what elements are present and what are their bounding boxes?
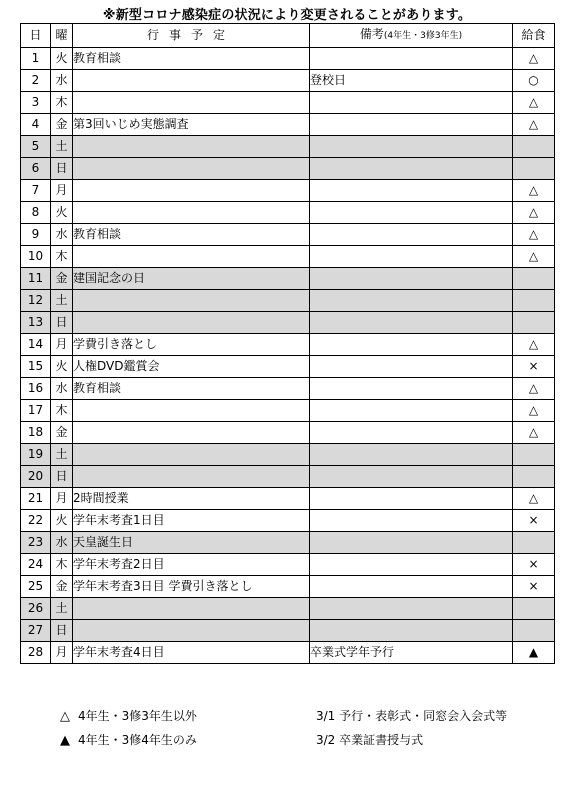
day-cell: 21: [21, 488, 51, 510]
day-cell: 9: [21, 224, 51, 246]
remarks-cell: [310, 136, 513, 158]
weekday-cell: 水: [51, 378, 73, 400]
schedule-row: [21, 356, 555, 378]
schedule-row: [21, 158, 555, 180]
remarks-cell: [310, 400, 513, 422]
remarks-cell: [310, 554, 513, 576]
remarks-cell: [310, 488, 513, 510]
header-meal: 給食: [513, 24, 555, 48]
weekday-cell: 金: [51, 422, 73, 444]
schedule-row: [21, 378, 555, 400]
triangle-outline-icon: △: [60, 709, 70, 724]
schedule-row: [21, 598, 555, 620]
meal-cell: ×: [513, 576, 555, 598]
schedule-row: [21, 422, 555, 444]
schedule-table: [20, 23, 555, 664]
schedule-row: [21, 510, 555, 532]
covid-notice: ※新型コロナ感染症の状況により変更されることがあります。: [102, 8, 472, 23]
event-cell: 学年末考査3日目 学費引き落とし: [73, 576, 310, 598]
day-cell: 6: [21, 158, 51, 180]
meal-cell: [513, 466, 555, 488]
meal-cell: △: [513, 114, 555, 136]
schedule-row: [21, 554, 555, 576]
remarks-cell: [310, 202, 513, 224]
schedule-row: [21, 642, 555, 664]
schedule-row: [21, 202, 555, 224]
weekday-cell: 火: [51, 48, 73, 70]
event-cell: 建国記念の日: [73, 268, 310, 290]
remarks-cell: [310, 334, 513, 356]
meal-cell: ×: [513, 510, 555, 532]
schedule-row: [21, 312, 555, 334]
header-remarks: [310, 24, 513, 48]
event-cell: [73, 290, 310, 312]
meal-cell: △: [513, 180, 555, 202]
legend-text: 4年生・3修3年生以外: [78, 709, 197, 723]
event-cell: [73, 312, 310, 334]
schedule-row: [21, 444, 555, 466]
event-cell: 天皇誕生日: [73, 532, 310, 554]
schedule-row: [21, 290, 555, 312]
weekday-cell: 火: [51, 356, 73, 378]
day-cell: 28: [21, 642, 51, 664]
day-cell: 7: [21, 180, 51, 202]
meal-cell: [513, 158, 555, 180]
weekday-cell: 日: [51, 158, 73, 180]
weekday-cell: 日: [51, 466, 73, 488]
weekday-cell: 木: [51, 92, 73, 114]
header-event: 行事予定: [73, 24, 310, 48]
meal-cell: ○: [513, 70, 555, 92]
weekday-cell: 月: [51, 488, 73, 510]
remarks-cell: [310, 620, 513, 642]
day-cell: 2: [21, 70, 51, 92]
triangle-filled-icon: ▲: [60, 733, 70, 748]
event-cell: 第3回いじめ実態調査: [73, 114, 310, 136]
event-cell: [73, 598, 310, 620]
day-cell: 27: [21, 620, 51, 642]
schedule-row: [21, 114, 555, 136]
meal-cell: [513, 312, 555, 334]
event-cell: 学年末考査2日目: [73, 554, 310, 576]
event-cell: [73, 400, 310, 422]
schedule-row: [21, 92, 555, 114]
remarks-cell: 登校日: [310, 70, 513, 92]
weekday-cell: 水: [51, 70, 73, 92]
legend-item-triangle-outline: [60, 707, 197, 724]
meal-cell: △: [513, 400, 555, 422]
weekday-cell: 金: [51, 268, 73, 290]
schedule-row: [21, 70, 555, 92]
day-cell: 23: [21, 532, 51, 554]
weekday-cell: 月: [51, 180, 73, 202]
schedule-row: [21, 400, 555, 422]
remarks-cell: [310, 466, 513, 488]
meal-cell: △: [513, 334, 555, 356]
meal-cell: △: [513, 48, 555, 70]
weekday-cell: 水: [51, 532, 73, 554]
schedule-row: [21, 334, 555, 356]
event-cell: 学費引き落とし: [73, 334, 310, 356]
remarks-cell: [310, 268, 513, 290]
meal-cell: [513, 444, 555, 466]
header-row: [21, 24, 555, 48]
day-cell: 8: [21, 202, 51, 224]
day-cell: 22: [21, 510, 51, 532]
schedule-row: [21, 180, 555, 202]
weekday-cell: 金: [51, 114, 73, 136]
meal-cell: △: [513, 422, 555, 444]
header-remarks-label: 備考: [359, 27, 384, 41]
weekday-cell: 土: [51, 444, 73, 466]
legend-item-triangle-filled: [60, 731, 197, 748]
remarks-cell: [310, 158, 513, 180]
meal-cell: △: [513, 246, 555, 268]
schedule-row: [21, 224, 555, 246]
event-cell: 学年末考査4日目: [73, 642, 310, 664]
day-cell: 10: [21, 246, 51, 268]
day-cell: 1: [21, 48, 51, 70]
weekday-cell: 木: [51, 246, 73, 268]
meal-cell: ▲: [513, 642, 555, 664]
day-cell: 11: [21, 268, 51, 290]
meal-cell: ×: [513, 356, 555, 378]
header-day: 日: [21, 24, 51, 48]
event-cell: 教育相談: [73, 378, 310, 400]
schedule-row: [21, 466, 555, 488]
event-cell: [73, 136, 310, 158]
meal-cell: [513, 532, 555, 554]
remarks-cell: [310, 444, 513, 466]
event-cell: 教育相談: [73, 48, 310, 70]
day-cell: 24: [21, 554, 51, 576]
remarks-cell: [310, 422, 513, 444]
meal-cell: [513, 268, 555, 290]
weekday-cell: 木: [51, 400, 73, 422]
event-cell: 人権DVD鑑賞会: [73, 356, 310, 378]
event-cell: [73, 466, 310, 488]
weekday-cell: 火: [51, 510, 73, 532]
day-cell: 19: [21, 444, 51, 466]
event-cell: [73, 246, 310, 268]
day-cell: 13: [21, 312, 51, 334]
remarks-cell: [310, 356, 513, 378]
remarks-cell: 卒業式学年予行: [310, 642, 513, 664]
weekday-cell: 土: [51, 598, 73, 620]
header-remarks-sub: (4年生・3修3年生): [383, 31, 463, 41]
meal-cell: [513, 290, 555, 312]
meal-cell: [513, 136, 555, 158]
remarks-cell: [310, 576, 513, 598]
event-cell: 教育相談: [73, 224, 310, 246]
day-cell: 15: [21, 356, 51, 378]
remarks-cell: [310, 48, 513, 70]
schedule-row: [21, 488, 555, 510]
day-cell: 14: [21, 334, 51, 356]
remarks-cell: [310, 378, 513, 400]
header-weekday: 曜: [51, 24, 73, 48]
remarks-cell: [310, 312, 513, 334]
schedule-row: [21, 532, 555, 554]
weekday-cell: 土: [51, 290, 73, 312]
event-cell: [73, 92, 310, 114]
weekday-cell: 日: [51, 312, 73, 334]
schedule-row: [21, 246, 555, 268]
weekday-cell: 月: [51, 334, 73, 356]
day-cell: 26: [21, 598, 51, 620]
event-cell: [73, 202, 310, 224]
day-cell: 4: [21, 114, 51, 136]
weekday-cell: 金: [51, 576, 73, 598]
day-cell: 20: [21, 466, 51, 488]
day-cell: 3: [21, 92, 51, 114]
legend-text: 4年生・3修4年生のみ: [78, 733, 197, 747]
event-cell: [73, 620, 310, 642]
event-cell: [73, 180, 310, 202]
note-rehearsal: 3/1 予行・表彰式・同窓会入会式等: [316, 709, 508, 723]
meal-cell: △: [513, 202, 555, 224]
remarks-cell: [310, 290, 513, 312]
event-cell: [73, 422, 310, 444]
remarks-cell: [310, 532, 513, 554]
meal-cell: [513, 620, 555, 642]
weekday-cell: 土: [51, 136, 73, 158]
schedule-row: [21, 136, 555, 158]
weekday-cell: 水: [51, 224, 73, 246]
event-cell: [73, 70, 310, 92]
remarks-cell: [310, 598, 513, 620]
weekday-cell: 日: [51, 620, 73, 642]
event-cell: 2時間授業: [73, 488, 310, 510]
meal-cell: [513, 598, 555, 620]
event-cell: 学年末考査1日目: [73, 510, 310, 532]
remarks-cell: [310, 246, 513, 268]
remarks-cell: [310, 180, 513, 202]
day-cell: 16: [21, 378, 51, 400]
schedule-row: [21, 48, 555, 70]
day-cell: 25: [21, 576, 51, 598]
meal-cell: △: [513, 378, 555, 400]
day-cell: 17: [21, 400, 51, 422]
weekday-cell: 月: [51, 642, 73, 664]
schedule-row: [21, 268, 555, 290]
meal-cell: △: [513, 224, 555, 246]
weekday-cell: 火: [51, 202, 73, 224]
day-cell: 18: [21, 422, 51, 444]
remarks-cell: [310, 510, 513, 532]
schedule-row: [21, 576, 555, 598]
meal-cell: △: [513, 92, 555, 114]
day-cell: 12: [21, 290, 51, 312]
remarks-cell: [310, 92, 513, 114]
remarks-cell: [310, 114, 513, 136]
schedule-row: [21, 620, 555, 642]
weekday-cell: 木: [51, 554, 73, 576]
event-cell: [73, 158, 310, 180]
day-cell: 5: [21, 136, 51, 158]
remarks-cell: [310, 224, 513, 246]
meal-cell: ×: [513, 554, 555, 576]
note-graduation: 3/2 卒業証書授与式: [316, 733, 424, 747]
event-cell: [73, 444, 310, 466]
meal-cell: △: [513, 488, 555, 510]
